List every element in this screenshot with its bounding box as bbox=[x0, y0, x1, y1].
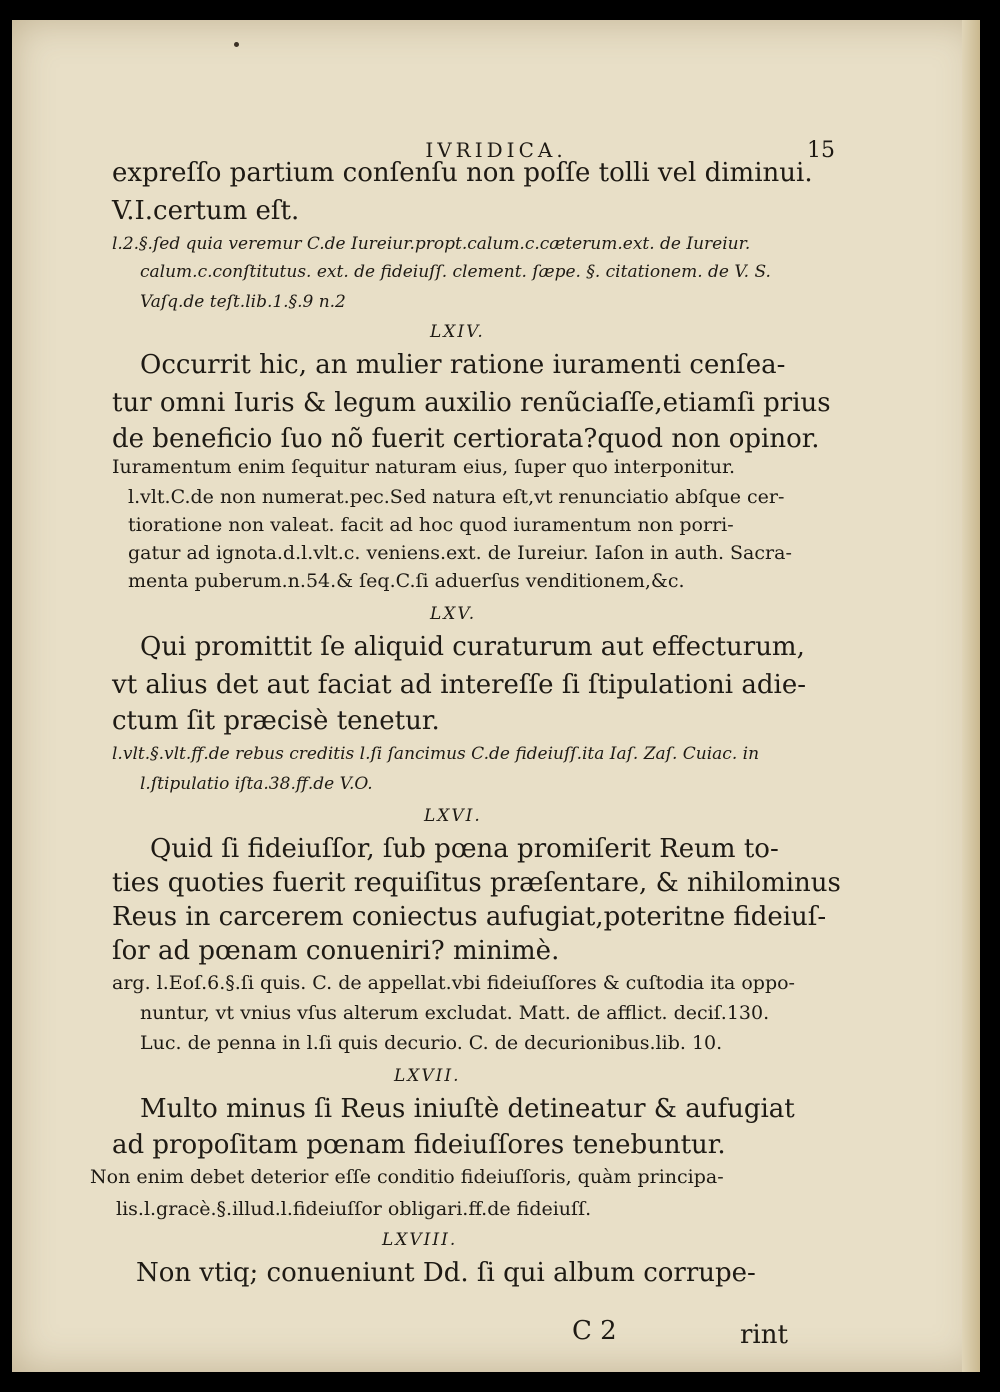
text-line: ad propoſitam pœnam fideiuſſores tenebuntur. bbox=[112, 1130, 726, 1160]
text-line: vt alius det aut faciat ad intereſſe ſi ſtipulationi adie- bbox=[112, 670, 806, 700]
text-line: Multo minus ſi Reus iniuſtè detineatur & aufugiat bbox=[140, 1094, 795, 1124]
text-line: nuntur, vt vnius vſus alterum excludat. Matt. de afflict. deciſ.130. bbox=[140, 1002, 770, 1024]
text-line: calum.c.conſtitutus. ext. de fideiuſſ. clement. ſæpe. §. citationem. de V. S. bbox=[140, 262, 771, 282]
text-line: tioratione non valeat. facit ad hoc quod iuramentum non porri- bbox=[128, 514, 734, 536]
section-number: LXVII. bbox=[394, 1066, 461, 1086]
section-number: LXVIII. bbox=[382, 1230, 458, 1250]
text-line: ſor ad pœnam conueniri? minimè. bbox=[112, 936, 560, 966]
text-line: Vaſq.de teſt.lib.1.§.9 n.2 bbox=[140, 292, 346, 312]
running-title: IVRIDICA. bbox=[425, 138, 567, 162]
text-line: Iuramentum enim ſequitur naturam eius, ſuper quo interponitur. bbox=[112, 456, 736, 478]
text-line: V.I.certum eſt. bbox=[112, 196, 300, 226]
text-line: lis.l.gracè.§.illud.l.fideiuſſor obligari.ff.de fideiuſſ. bbox=[116, 1198, 592, 1220]
page-number: 15 bbox=[807, 138, 835, 163]
page-edge bbox=[962, 20, 980, 1372]
text-line: Reus in carcerem coniectus aufugiat,poteritne fideiuſ- bbox=[112, 902, 827, 932]
book-page bbox=[12, 20, 980, 1372]
text-line: de beneficio ſuo nõ fuerit certiorata?quod non opinor. bbox=[112, 424, 820, 454]
text-line: l.2.§.ſed quia veremur C.de Iureiur.propt.calum.c.cæterum.ext. de Iureiur. bbox=[112, 234, 751, 254]
text-line: ties quoties fuerit requiſitus præſentare, & nihilominus bbox=[112, 868, 841, 898]
text-line: Occurrit hic, an mulier ratione iuramenti cenſea- bbox=[140, 350, 786, 380]
text-line: expreſſo partium conſenſu non poſſe tolli vel diminui. bbox=[112, 158, 813, 188]
catchword: rint bbox=[740, 1320, 788, 1350]
ink-speck bbox=[234, 42, 239, 47]
text-line: l.vlt.§.vlt.ff.de rebus creditis l.ſi ſancimus C.de fideiuſſ.ita Iaſ. Zaſ. Cuiac. in bbox=[112, 744, 760, 764]
text-line: Qui promittit ſe aliquid curaturum aut effecturum, bbox=[140, 632, 805, 662]
text-line: tur omni Iuris & legum auxilio renũciaſſe,etiamſi prius bbox=[112, 388, 831, 418]
section-number: LXIV. bbox=[430, 322, 485, 342]
text-line: menta puberum.n.54.& ſeq.C.ſi aduerſus venditionem,&c. bbox=[128, 570, 685, 592]
section-number: LXV. bbox=[430, 604, 477, 624]
text-line: Non vtiq; conueniunt Dd. ſi qui album corrupe- bbox=[136, 1258, 756, 1288]
text-line: arg. l.Eoſ.6.§.ſi quis. C. de appellat.vbi fideiuſſores & cuſtodia ita oppo- bbox=[112, 972, 795, 994]
text-line: ctum ſit præcisè tenetur. bbox=[112, 706, 440, 736]
text-line: Quid ſi fideiuſſor, ſub pœna promiſerit Reum to- bbox=[150, 834, 779, 864]
text-line: l.vlt.C.de non numerat.pec.Sed natura eſt,vt renunciatio abſque cer- bbox=[128, 486, 785, 508]
signature-mark: C 2 bbox=[572, 1316, 617, 1346]
text-line: gatur ad ignota.d.l.vlt.c. veniens.ext. de Iureiur. Iaſon in auth. Sacra- bbox=[128, 542, 792, 564]
text-line: Luc. de penna in l.ſi quis decurio. C. de decurionibus.lib. 10. bbox=[140, 1032, 723, 1054]
text-line: Non enim debet deterior eſſe conditio fideiuſſoris, quàm principa- bbox=[90, 1166, 724, 1188]
section-number: LXVI. bbox=[424, 806, 482, 826]
text-line: l.ſtipulatio iſta.38.ff.de V.O. bbox=[140, 774, 373, 794]
